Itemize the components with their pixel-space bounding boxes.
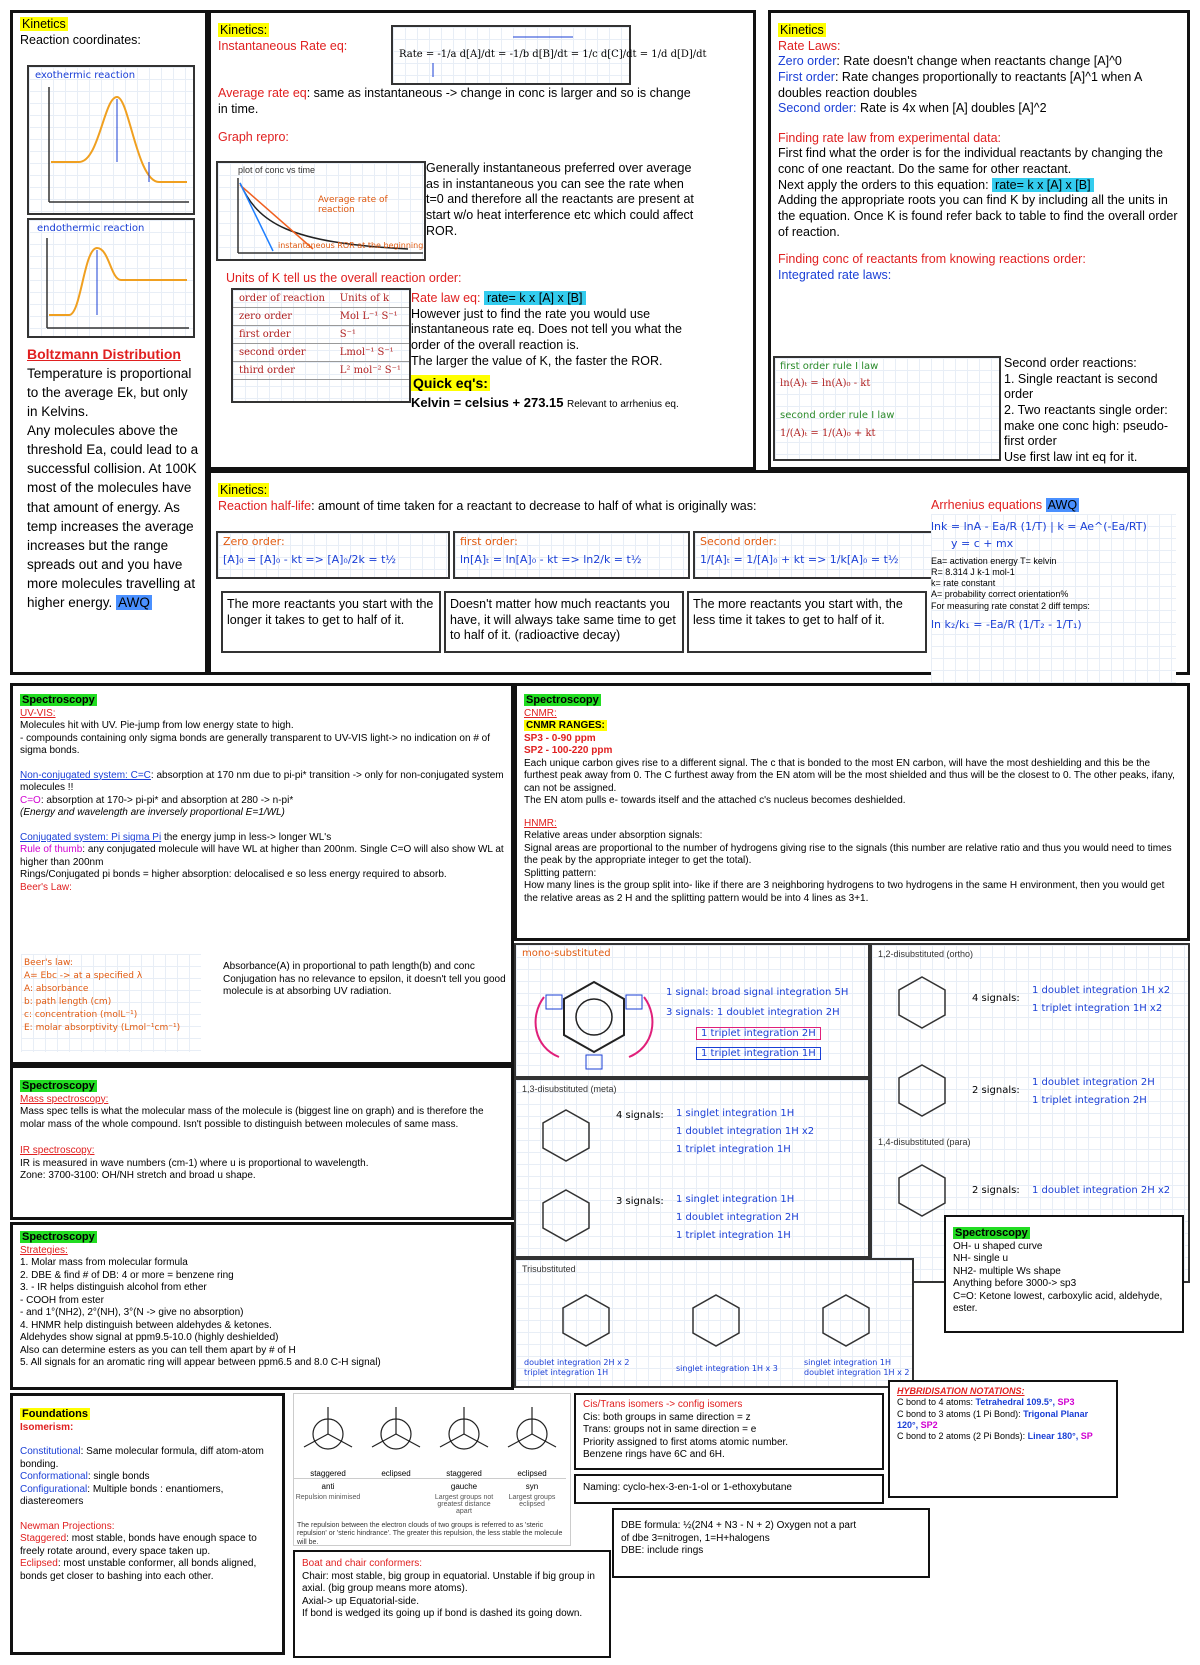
signal-line: singlet integration 1H doublet integration 1H x 2 xyxy=(804,1358,910,1377)
beer-law-note xyxy=(21,954,201,1052)
first-order-note xyxy=(453,531,690,579)
newman-sub-row xyxy=(294,1482,572,1491)
exp-text2: Adding the appropriate roots you can find K by including all the units in the equation. Once K is found refer back to table to find the overall order of reaction. xyxy=(778,193,1178,239)
integrated-laws-note xyxy=(773,356,1001,461)
nonconj: Non-conjugated system: C=C: absorption at 170 nm due to pi-pi* transition -> only for non-conjugated system molecules !! xyxy=(20,769,504,794)
units-cell: Mol L⁻¹ S⁻¹ xyxy=(334,308,409,326)
zero-order: Zero order: Rate doesn't change when reactants change [A]^0 xyxy=(778,54,1122,69)
rule-of-thumb: Rule of thumb: any conjugated molecule will have WL at higher than 200nm. Single C=O will also show WL at higher than 200nm Rings/Conjugated pi bonds = higher absorption: delocalised e so less energy required to absorb. xyxy=(20,844,504,881)
svg-text:Rate = -1/a d[A]/dt = -1/b d[B: Rate = -1/a d[A]/dt = -1/b d[B]/dt = 1/c d[C]/dt = 1/d d[D]/dt xyxy=(399,49,707,60)
newman-caption: The repulsion between the electron clouds of two groups is referred to as 'steric repulsion' or 'steric hindrance'. The greater this repulsion, the less stable the molecule will be. xyxy=(297,1522,563,1546)
newman-sub xyxy=(362,1482,430,1491)
signal-count: 4 signals: xyxy=(972,993,1020,1004)
eclipsed: Eclipsed: most unstable conformer, all bonds aligned, bonds get closer to bashing into each other. xyxy=(20,1558,257,1582)
constitutional: Constitutional: Same molecular formula, diff atom-atom bonding. xyxy=(20,1446,264,1470)
second-order: Second order: Rate is 4x when [A] doubles [A]^2 xyxy=(778,101,1047,116)
hw-eq: 1/[A]ₜ = 1/[A]₀ + kt => 1/k[A]₀ = t½ xyxy=(700,553,899,566)
boat-chair-text: Chair: most stable, big group in equatorial. Unstable if big group in axial. (big group means more atoms). Axial-> up Equatorial-side. If bond is wedged its going up if bond is dashed its going down. xyxy=(302,1570,595,1619)
second-explain: The more reactants you start with, the less time it takes to get to half of it. xyxy=(687,591,927,653)
note-title: 1,3-disubstituted (meta) xyxy=(522,1084,617,1094)
units-cell: Lmol⁻¹ S⁻¹ xyxy=(334,344,409,362)
signal-line: doublet integration 2H x 2 triplet integration 1H xyxy=(524,1358,630,1377)
arrhenius-note xyxy=(931,514,1176,684)
note-title: 1,2-disubstituted (ortho) xyxy=(878,949,974,959)
signal-line: 1 signal: broad signal integration 5H xyxy=(666,987,849,998)
ortho-ring xyxy=(887,1055,957,1125)
tri-ring xyxy=(546,1285,626,1355)
ortho-ring xyxy=(887,967,957,1037)
spectroscopy-uv-panel xyxy=(10,683,514,1065)
arr-defs: Ea= activation energy T= kelvin R= 8.314 J k-1 mol-1 k= rate constant A= probability correct orientation% For measuring rate constat 2 diff temps: xyxy=(931,555,1090,611)
hybrid-line: C bond to 2 atoms (2 Pi Bonds): Linear 180°, SP xyxy=(897,1431,1093,1441)
graph-title: exothermic reaction xyxy=(35,70,136,81)
signal-count: 2 signals: xyxy=(972,1185,1020,1196)
zero-explain: The more reactants you start with the longer it takes to get to half of it. xyxy=(221,591,441,653)
hnmr-text: Relative areas under absorption signals: Signal areas are proportional to the number of hydrogens giving rise to the signals (this number are relative ratio and thus you would need to times the peak by the appropriate integer to get the total). Splitting pattern: How many lines is the group split into- like if there are 3 neighboring hydrogens to two hydrogens in the same H environment, then you would get the relative areas as 2 H and the splitting pattern would be into 4 lines as 3+1. xyxy=(524,830,1172,904)
spectroscopy-nmr-panel xyxy=(514,683,1190,941)
signal-line: 3 signals: 1 doublet integration 2H xyxy=(666,1007,840,1018)
int-note: second order rule I law xyxy=(780,410,895,421)
newman-sub: gauche xyxy=(450,1482,478,1491)
rate-law-text: However just to find the rate you would use instantaneous rate eq. Does not tell you what the order of the overall reaction is. The larger the value of K, the faster the ROR. xyxy=(411,306,683,368)
signal-line: 1 doublet integration 2H xyxy=(676,1212,799,1223)
units-table-note xyxy=(231,288,411,403)
hybridisation-panel xyxy=(888,1380,1118,1498)
signal-line: 1 triplet integration 1H xyxy=(676,1230,791,1241)
graph-repro-label: Graph repro: xyxy=(218,129,289,144)
hybrid-title: HYBRIDISATION NOTATIONS: xyxy=(897,1386,1025,1396)
signal-line: 1 doublet integration 1H x2 xyxy=(676,1126,815,1137)
newman-note: Largest groups not greatest distance apart xyxy=(434,1494,494,1515)
meta-ring xyxy=(531,1100,601,1170)
section-tag: Kinetics xyxy=(22,17,66,31)
rate-equation-drawing xyxy=(393,27,707,87)
cis-trans-panel xyxy=(574,1393,884,1470)
boltzmann-text: Temperature is proportional to the average Ek, but only in Kelvins. Any molecules above the threshold Ea, could lead to a successful collision. At 100K most of the molecules have that amount of energy. As temp increases the average increases but the range spreads out and you have more molecules travelling at higher energy. AWQ xyxy=(27,365,199,611)
section-tag: Spectroscopy xyxy=(526,694,599,706)
units-cell: second order xyxy=(233,344,334,362)
conj: Conjugated system: Pi sigma Pi the energy jump in less-> longer WL's xyxy=(20,831,332,843)
second-order-note xyxy=(693,531,936,579)
newman-projections-image xyxy=(293,1393,571,1546)
zero-order-note xyxy=(216,531,450,579)
newman-label: staggered xyxy=(294,1469,362,1479)
newman-note: Largest groups eclipsed xyxy=(508,1494,556,1508)
newman-label-row xyxy=(294,1469,572,1479)
section-tag: Spectroscopy xyxy=(22,1080,95,1092)
rate-law-block: Rate law eq: rate= k x [A] x [B] However just to find the rate you would use instantaneous rate eq. Does not tell you what the order of the overall reaction is. The larger the value of K, the faster the ROR. Quick eq's: Kelvin = celsius + 273.15 Relevant to arrhenius eq. xyxy=(411,291,701,411)
benzene-ring-drawing xyxy=(524,957,664,1077)
ir-shapes-text: OH- u shaped curve NH- single u NH2- multiple Ws shape Anything before 3000-> sp3 C=O: Ketone lowest, carboxylic acid, aldehyde, ester. xyxy=(953,1240,1163,1315)
subtitle: Reaction coordinates: xyxy=(20,32,141,47)
arrhenius-block: Arrhenius equations AWQ lnk = lnA - Ea/R (1/T) | k = Ae^(-Ea/RT) y = c + mx Ea= activation energy T= kelvin R= 8.314 J k-1 mol-1 k= rate constant A= probability correct orientation% For measuring rate constat 2 diff temps: ln k₂/k₁ = -Ea/R (1/T₂ - 1/T₁) xyxy=(931,498,1181,684)
section-tag: Kinetics xyxy=(780,23,824,37)
endothermic-graph xyxy=(27,218,195,338)
quick-eq-label: Quick eq's: xyxy=(413,375,488,392)
exothermic-curve xyxy=(29,67,197,217)
cnmr-label: CNMR: xyxy=(524,707,557,719)
conformational: Conformational: single bonds xyxy=(20,1471,150,1483)
signal-line: 1 triplet integration 1H xyxy=(696,1047,821,1060)
note-title: Trisubstituted xyxy=(522,1264,576,1274)
section-tag: Spectroscopy xyxy=(22,1231,95,1243)
hw-label: Second order: xyxy=(700,535,777,548)
exp-eq: rate= k x [A] x [B] xyxy=(992,178,1094,192)
section-tag: Kinetics: xyxy=(220,23,268,37)
newman-label: Newman Projections: xyxy=(20,1520,115,1532)
awq-tag: AWQ xyxy=(118,595,150,611)
graph-note: Average rate of reaction xyxy=(318,195,388,215)
kelvin-note: Relevant to arrhenius eq. xyxy=(566,398,679,410)
note-title: 1,4-disubstituted (para) xyxy=(878,1137,971,1147)
newman-drawings xyxy=(294,1399,572,1469)
hybrid-line: C bond to 3 atoms (1 Pi Bond): Trigonal Planar 120°, SP2 xyxy=(897,1408,1089,1430)
newman-sub: syn xyxy=(525,1482,539,1491)
kinetics-rate-laws-panel xyxy=(768,10,1190,470)
signal-line: 1 triplet integration 2H xyxy=(1032,1095,1147,1106)
beer-hw: Beer's law: A= Ebc -> at a specified λ A: absorbance b: path length (cm) c: concentration (molL⁻¹) E: molar absorptivity (Lmol⁻¹cm⁻¹) xyxy=(24,958,181,1034)
ir-label: IR spectroscopy: xyxy=(20,1145,95,1157)
newman-label: staggered xyxy=(430,1469,498,1479)
exp-label: Finding rate law from experimental data: xyxy=(778,130,1002,145)
tri-ring xyxy=(676,1285,756,1355)
section-tag: Kinetics: xyxy=(220,483,268,497)
sp3-range: SP3 - 0-90 ppm xyxy=(524,732,596,744)
hw-label: first order: xyxy=(460,535,518,548)
hw-eq: [A]₀ = [A]₀ - kt => [A]₀/2k = t½ xyxy=(223,553,397,566)
conc-label: Finding conc of reactants from knowing reactions order: xyxy=(778,252,1086,267)
int-eq2: 1/(A)ₜ = 1/(A)₀ + kt xyxy=(780,428,876,439)
configurational: Configurational: Multiple bonds : enantiomers, diastereomers xyxy=(20,1483,224,1508)
units-cell: first order xyxy=(233,326,334,344)
dbe-text: DBE formula: ½(2N4 + N3 - N + 2) Oxygen not a part of dbe 3=nitrogen, 1=H+halogens DBE: include rings xyxy=(621,1520,857,1556)
exothermic-graph xyxy=(27,65,195,215)
meta-ring xyxy=(531,1180,601,1250)
units-cell: zero order xyxy=(233,308,334,326)
conc-time-graph xyxy=(216,161,426,261)
int-eq1: ln(A)ₜ = ln(A)₀ - kt xyxy=(780,378,871,389)
ms-text: Mass spec tells is what the molecular mass of the molecule is (biggest line on graph) and is therefore the molar mass of the whole compound. Isn't possible to distinguish between molecules of same mass. xyxy=(20,1106,484,1130)
graph-title: plot of conc vs time xyxy=(238,165,316,175)
instantaneous-label: Instantaneous Rate eq: xyxy=(218,38,348,53)
first-explain: Doesn't matter how much reactants you have, it will always take same time to get to half of it. (radioactive decay) xyxy=(444,591,684,653)
hnmr-label: HNMR: xyxy=(524,817,557,829)
strategies-label: Strategies: xyxy=(20,1244,68,1256)
rate-law-eq: rate= k x [A] x [B] xyxy=(484,291,586,305)
spectroscopy-strategies-panel xyxy=(10,1222,514,1390)
units-head: order of reaction xyxy=(233,290,334,308)
half-life-def: Reaction half-life: amount of time taken for a reactant to decrease to half of what is originally was: xyxy=(218,498,757,513)
signal-count: 2 signals: xyxy=(972,1085,1020,1096)
first-order: First order: Rate changes proportionally to reactants [A]^1 when A doubles reaction doubles xyxy=(778,69,1142,100)
units-cell: L² mol⁻² S⁻¹ xyxy=(334,362,409,380)
arr-eq: y = c + mx xyxy=(951,536,1014,550)
kinetics-rate-equations-panel xyxy=(208,10,756,470)
instantaneous-rate-note xyxy=(391,25,707,85)
sp2-range: SP2 - 100-220 ppm xyxy=(524,745,613,757)
kelvin-eq: Kelvin = celsius + 273.15 xyxy=(411,394,564,410)
note-title: mono-substituted xyxy=(522,948,611,959)
newman-note xyxy=(362,1494,430,1515)
beer-text: Absorbance(A) in proportional to path length(b) and conc Conjugation has no relevance to epsilon, it doesn't tell you good molecule is at absorbing UV radiation. xyxy=(223,961,506,997)
signal-line: 1 triplet integration 1H xyxy=(676,1144,791,1155)
boat-chair-panel xyxy=(293,1550,611,1658)
newman-notes-row xyxy=(294,1494,572,1515)
uv-text: Molecules hit with UV. Pie-jump from low energy state to high. - compounds containing only sigma bonds are generally transparent to UV-VIS light-> no indication on # of sigma bonds. xyxy=(20,720,490,757)
integrated-label: Integrated rate laws: xyxy=(778,267,892,282)
signal-line: 1 doublet integration 1H x2 xyxy=(1032,985,1171,996)
exp-text: First find what the order is for the individual reactants by changing the conc of one reactant. Do the same for other reactant. Next apply the orders to this equation: rate= k x [A] x [B] xyxy=(778,146,1163,192)
signal-line: 1 triplet integration 1H x2 xyxy=(1032,1003,1163,1014)
isomerism-label: Isomerism: xyxy=(20,1421,74,1433)
awq-tag: AWQ xyxy=(1047,498,1078,512)
general-text: Generally instantaneous preferred over average as in instantaneous you can see the rate when t=0 and therefore all the reactants are present at start w/o heat interference etc which could affect ROR. xyxy=(426,161,694,238)
uv-label: UV-VIS: xyxy=(20,707,56,719)
ir-text: IR is measured in wave numbers (cm-1) where u is proportional to wavelength. Zone: 3700-3100: OH/NH stretch and broad u shape. xyxy=(20,1157,369,1182)
hw-label: Zero order: xyxy=(223,535,285,548)
strategies-text: 1. Molar mass from molecular formula 2. DBE & find # of DB: 4 or more = benzene ring 3. - IR helps distinguish alcohol from ether - COOH from ester - and 1°(NH2), 2°(NH), 3°(N -> give no absorption) 4. HNMR help distinguish between aldehydes & ketones. Aldehydes show signal at ppm9.5-10.0 (highly deshielded) Also can determine esters as you can tell them apart by # of H 5. All signals for an aromatic ring will appear between ppm6.5 and 8.0 C-H signal) xyxy=(20,1257,381,1369)
naming-panel xyxy=(574,1474,884,1504)
graph-title: endothermic reaction xyxy=(37,223,145,234)
co-absorb: C=O: absorption at 170-> pi-pi* and absorption at 280 -> n-pi* xyxy=(20,794,294,806)
cnmr-text: Each unique carbon gives rise to a different signal. The c that is bonded to the most EN carbon, will have the most deshielding and this be the furthest peak away from 0. The C furthest away from the EN atom will be the most shielded and thus will be the closest to 0. The other peaks, ifany, can not be assigned. The EN atom pulls e- towards itself and the attached c's nucleus becomes deshielded. xyxy=(524,757,1175,807)
signal-line: 1 doublet integration 2H x2 xyxy=(1032,1185,1171,1196)
signal-line: 1 singlet integration 1H xyxy=(676,1194,795,1205)
signal-line: singlet integration 1H x 3 xyxy=(676,1364,778,1373)
co-italic: (Energy and wavelength are inversely proportional E=1/WL) xyxy=(20,807,285,819)
signal-line: 1 singlet integration 1H xyxy=(676,1108,795,1119)
hybrid-line: C bond to 4 atoms: Tetrahedral 109.5°, SP3 xyxy=(897,1397,1075,1408)
spectroscopy-mass-ir-panel xyxy=(10,1065,514,1220)
endothermic-curve xyxy=(29,220,197,340)
spectroscopy-ir-shapes-panel xyxy=(944,1215,1184,1333)
section-tag: Spectroscopy xyxy=(22,694,95,706)
signal-count: 3 signals: xyxy=(616,1196,664,1207)
newman-label: eclipsed xyxy=(498,1469,566,1479)
signal-line: 1 doublet integration 2H xyxy=(1032,1077,1155,1088)
cis-trans-label: Cis/Trans isomers -> config isomers xyxy=(583,1399,743,1410)
newman-label: eclipsed xyxy=(362,1469,430,1479)
second-order-reactions: Second order reactions: 1. Single reactant is second order 2. Two reactants single order: make one conc high: pseudo-first order Use first law int eq for it. xyxy=(1004,356,1168,464)
arr-eq: ln k₂/k₁ = -Ea/R (1/T₂ - 1/T₁) xyxy=(931,617,1082,631)
cnmr-ranges: CNMR RANGES: xyxy=(526,720,605,732)
arr-eq: lnk = lnA - Ea/R (1/T) | k = Ae^(-Ea/RT) xyxy=(931,519,1147,533)
signal-count: 4 signals: xyxy=(616,1110,664,1121)
trisubstituted-note xyxy=(514,1258,914,1388)
kinetics-half-life-panel xyxy=(208,470,1190,675)
tri-ring xyxy=(806,1285,886,1355)
beer-label: Beer's Law: xyxy=(20,881,72,893)
kinetics-reaction-coordinates-panel xyxy=(10,10,208,675)
newman-sub: anti xyxy=(321,1482,335,1491)
section-tag: Foundations xyxy=(22,1408,88,1420)
graph-note: instantaneous ROR at the beginning xyxy=(278,241,424,250)
signal-line: 1 triplet integration 2H xyxy=(696,1027,821,1040)
units-table xyxy=(233,290,409,380)
units-label: Units of K tell us the overall reaction order: xyxy=(226,271,462,285)
average-rate: Average rate eq: same as instantaneous -> change in conc is larger and so is change in time. xyxy=(218,86,691,116)
hw-eq: ln[A]ₜ = ln[A]₀ - kt => ln2/k = t½ xyxy=(460,553,642,566)
newman-note: Repulsion minimised xyxy=(295,1494,361,1501)
dbe-panel xyxy=(612,1508,930,1578)
mono-substituted-note xyxy=(514,943,870,1078)
boltzmann-title: Boltzmann Distribution xyxy=(27,346,181,362)
foundations-panel xyxy=(10,1393,285,1655)
meta-substituted-note xyxy=(514,1078,870,1258)
section-tag: Spectroscopy xyxy=(955,1227,1028,1239)
naming-text: Naming: cyclo-hex-3-en-1-ol or 1-ethoxybutane xyxy=(583,1482,792,1493)
units-cell: S⁻¹ xyxy=(334,326,409,344)
cis-trans-text: Cis: both groups in same direction = z Trans: groups not in same direction = e Priority assigned to first atoms atomic number. Benzene rings have 6C and 6H. xyxy=(583,1411,789,1460)
int-note: first order rule I law xyxy=(780,361,879,372)
boat-chair-label: Boat and chair conformers: xyxy=(302,1558,423,1569)
units-head: Units of k xyxy=(334,290,409,308)
rate-laws-label: Rate Laws: xyxy=(778,38,841,53)
units-cell: third order xyxy=(233,362,334,380)
ms-label: Mass spectroscopy: xyxy=(20,1093,109,1105)
staggered: Staggered: most stable, bonds have enough space to freely rotate around, every space taken up. xyxy=(20,1533,257,1557)
